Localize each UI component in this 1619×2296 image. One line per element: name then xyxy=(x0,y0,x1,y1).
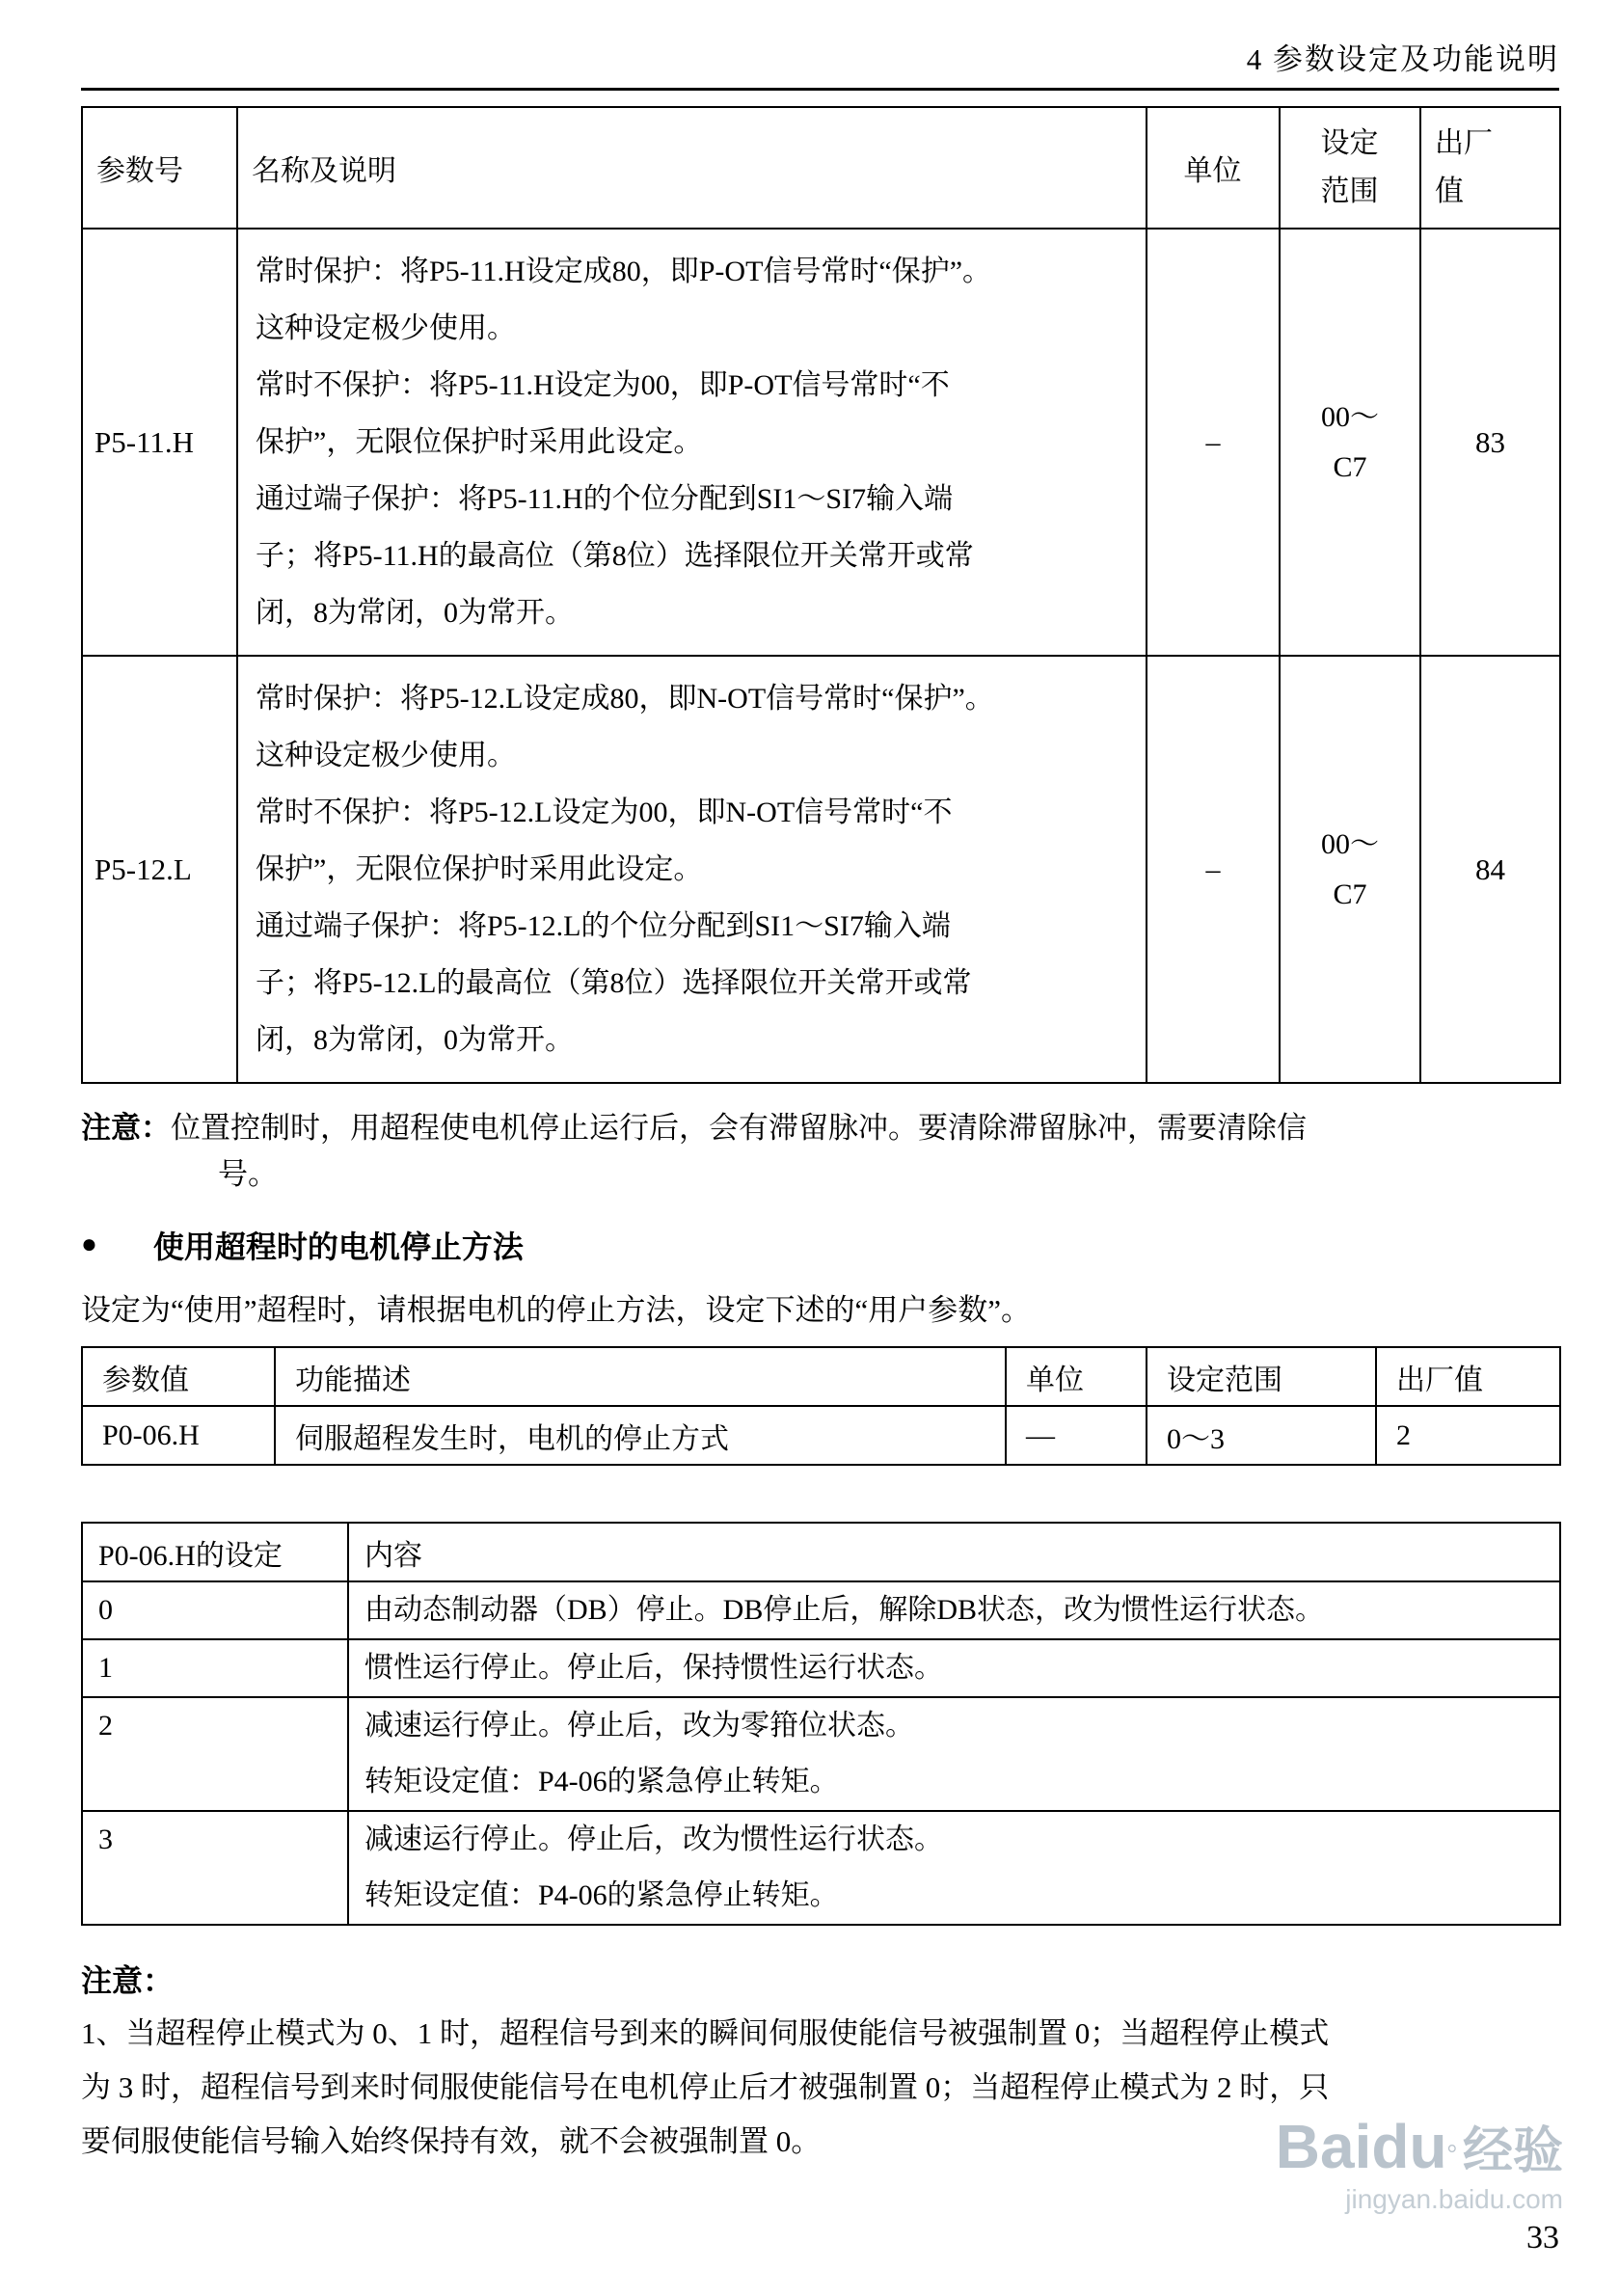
text-line: 通过端子保护：将P5-12.L的个位分配到SI1～SI7输入端 xyxy=(256,910,951,942)
content-area xyxy=(81,0,1559,2169)
section-heading-text: 使用超程时的电机停止方法 xyxy=(152,1229,524,1264)
bullet-icon: ● xyxy=(81,1229,97,1259)
text-line: 惯性运行停止。停止后，保持惯性运行状态。 xyxy=(364,1652,943,1684)
text-line: 转矩设定值：P4-06的紧急停止转矩。 xyxy=(364,1766,839,1797)
setting-table-header-row xyxy=(82,1523,1560,1581)
text-line: 常时不保护：将P5-11.H设定为00，即P-OT信号常时“不 xyxy=(256,369,950,401)
setting-content xyxy=(348,1581,1560,1639)
setting-row-3 xyxy=(82,1811,1560,1925)
section-intro: 设定为“使用”超程时，请根据电机的停止方法，设定下述的“用户参数”。 xyxy=(81,1293,1032,1327)
watermark-brand: Baidu xyxy=(1275,2112,1447,2181)
note-text-continued: 号。 xyxy=(218,1157,278,1191)
col-header-value: 参数值 xyxy=(82,1347,275,1406)
col-header-range: 设定范围 xyxy=(1147,1347,1376,1406)
text-line: 转矩设定值：P4-06的紧急停止转矩。 xyxy=(364,1879,839,1911)
text-line: 要伺服使能信号输入始终保持有效，就不会被强制置 0。 xyxy=(81,2124,822,2158)
chapter-header: 4 参数设定及功能说明 xyxy=(1246,42,1559,76)
value-table xyxy=(81,1346,1561,1466)
param-unit: – xyxy=(1147,656,1280,1083)
value-table-header-row xyxy=(82,1347,1560,1406)
watermark-url: jingyan.baidu.com xyxy=(1345,2184,1563,2214)
value-range: 0～3 xyxy=(1147,1406,1376,1465)
note-label: 注意： xyxy=(81,1111,171,1145)
setting-content xyxy=(348,1697,1560,1811)
col-header-param: 参数号 xyxy=(82,107,237,229)
notes-heading: 注意： xyxy=(81,1963,175,1998)
text-line: 通过端子保护：将P5-11.H的个位分配到SI1～SI7输入端 xyxy=(256,483,954,515)
col-header-desc: 名称及说明 xyxy=(237,107,1147,229)
param-id: P5-11.H xyxy=(82,229,237,656)
param-range: 00～ C7 xyxy=(1280,656,1420,1083)
param-unit: – xyxy=(1147,229,1280,656)
param-description xyxy=(237,229,1147,656)
text-line: 闭，8为常闭，0为常开。 xyxy=(256,1024,574,1056)
text-line: 这种设定极少使用。 xyxy=(256,740,516,771)
header-divider xyxy=(81,88,1559,91)
table-row-p0-06 xyxy=(82,1406,1560,1465)
baidu-watermark xyxy=(1276,2110,1563,2215)
param-factory-value: 84 xyxy=(1420,656,1560,1083)
watermark-cn: 经验 xyxy=(1462,2124,1563,2179)
note-text: 位置控制时，用超程使电机停止运行后，会有滞留脉冲。要清除滞留脉冲，需要清除信 xyxy=(171,1111,1307,1145)
text-line: 子；将P5-11.H的最高位（第8位）选择限位开关常开或常 xyxy=(256,540,974,572)
section-heading xyxy=(81,1223,1559,1267)
text-line: 减速运行停止。停止后，改为惯性运行状态。 xyxy=(364,1823,943,1855)
param-description xyxy=(237,656,1147,1083)
text-line: 减速运行停止。停止后，改为零箝位状态。 xyxy=(364,1710,914,1742)
col-header-unit: 单位 xyxy=(1006,1347,1147,1406)
parameter-table xyxy=(81,106,1561,1084)
param-range: 00～ C7 xyxy=(1280,229,1420,656)
col-header-factory: 出厂 值 xyxy=(1420,107,1560,229)
setting-row-2 xyxy=(82,1697,1560,1811)
value-unit: — xyxy=(1006,1406,1147,1465)
col-header-setting: P0-06.H的设定 xyxy=(82,1523,348,1581)
page-number: 33 xyxy=(1526,2220,1559,2255)
param-id: P5-12.L xyxy=(82,656,237,1083)
text-line: 1、当超程停止模式为 0、1 时，超程信号到来的瞬间伺服使能信号被强制置 0；当超程停止模式 xyxy=(81,2016,1330,2050)
value-desc: 伺服超程发生时，电机的停止方式 xyxy=(275,1406,1006,1465)
setting-table xyxy=(81,1522,1561,1926)
text-line: 常时保护：将P5-11.H设定成80，即P-OT信号常时“保护”。 xyxy=(256,256,992,287)
text-line: 保护”，无限位保护时采用此设定。 xyxy=(256,853,703,885)
setting-value: 0 xyxy=(82,1581,348,1639)
setting-value: 3 xyxy=(82,1811,348,1925)
text-line: 常时保护：将P5-12.L设定成80，即N-OT信号常时“保护”。 xyxy=(256,683,994,715)
text-line: 子；将P5-12.L的最高位（第8位）选择限位开关常开或常 xyxy=(256,967,972,999)
table-row-p5-11 xyxy=(82,229,1560,656)
col-header-function: 功能描述 xyxy=(275,1347,1006,1406)
setting-value: 2 xyxy=(82,1697,348,1811)
col-header-content: 内容 xyxy=(348,1523,1560,1581)
note-pulse xyxy=(81,1105,1559,1198)
parameter-table-header-row xyxy=(82,107,1560,229)
watermark-degree-icon: ° xyxy=(1446,2139,1457,2168)
text-line: 由动态制动器（DB）停止。DB停止后，解除DB状态，改为惯性运行状态。 xyxy=(364,1594,1325,1626)
text-line: 保护”，无限位保护时采用此设定。 xyxy=(256,426,703,458)
setting-content xyxy=(348,1639,1560,1697)
col-header-factory: 出厂值 xyxy=(1376,1347,1560,1406)
value-factory: 2 xyxy=(1376,1406,1560,1465)
value-param: P0-06.H xyxy=(82,1406,275,1465)
setting-row-0 xyxy=(82,1581,1560,1639)
param-factory-value: 83 xyxy=(1420,229,1560,656)
setting-content xyxy=(348,1811,1560,1925)
text-line: 这种设定极少使用。 xyxy=(256,312,516,344)
col-header-unit: 单位 xyxy=(1147,107,1280,229)
setting-row-1 xyxy=(82,1639,1560,1697)
text-line: 闭，8为常闭，0为常开。 xyxy=(256,597,574,629)
text-line: 常时不保护：将P5-12.L设定为00，即N-OT信号常时“不 xyxy=(256,797,953,828)
text-line: 为 3 时，超程信号到来时伺服使能信号在电机停止后才被强制置 0；当超程停止模式为 2 时，只 xyxy=(81,2070,1330,2104)
table-row-p5-12 xyxy=(82,656,1560,1083)
col-header-range: 设定 范围 xyxy=(1280,107,1420,229)
setting-value: 1 xyxy=(82,1639,348,1697)
